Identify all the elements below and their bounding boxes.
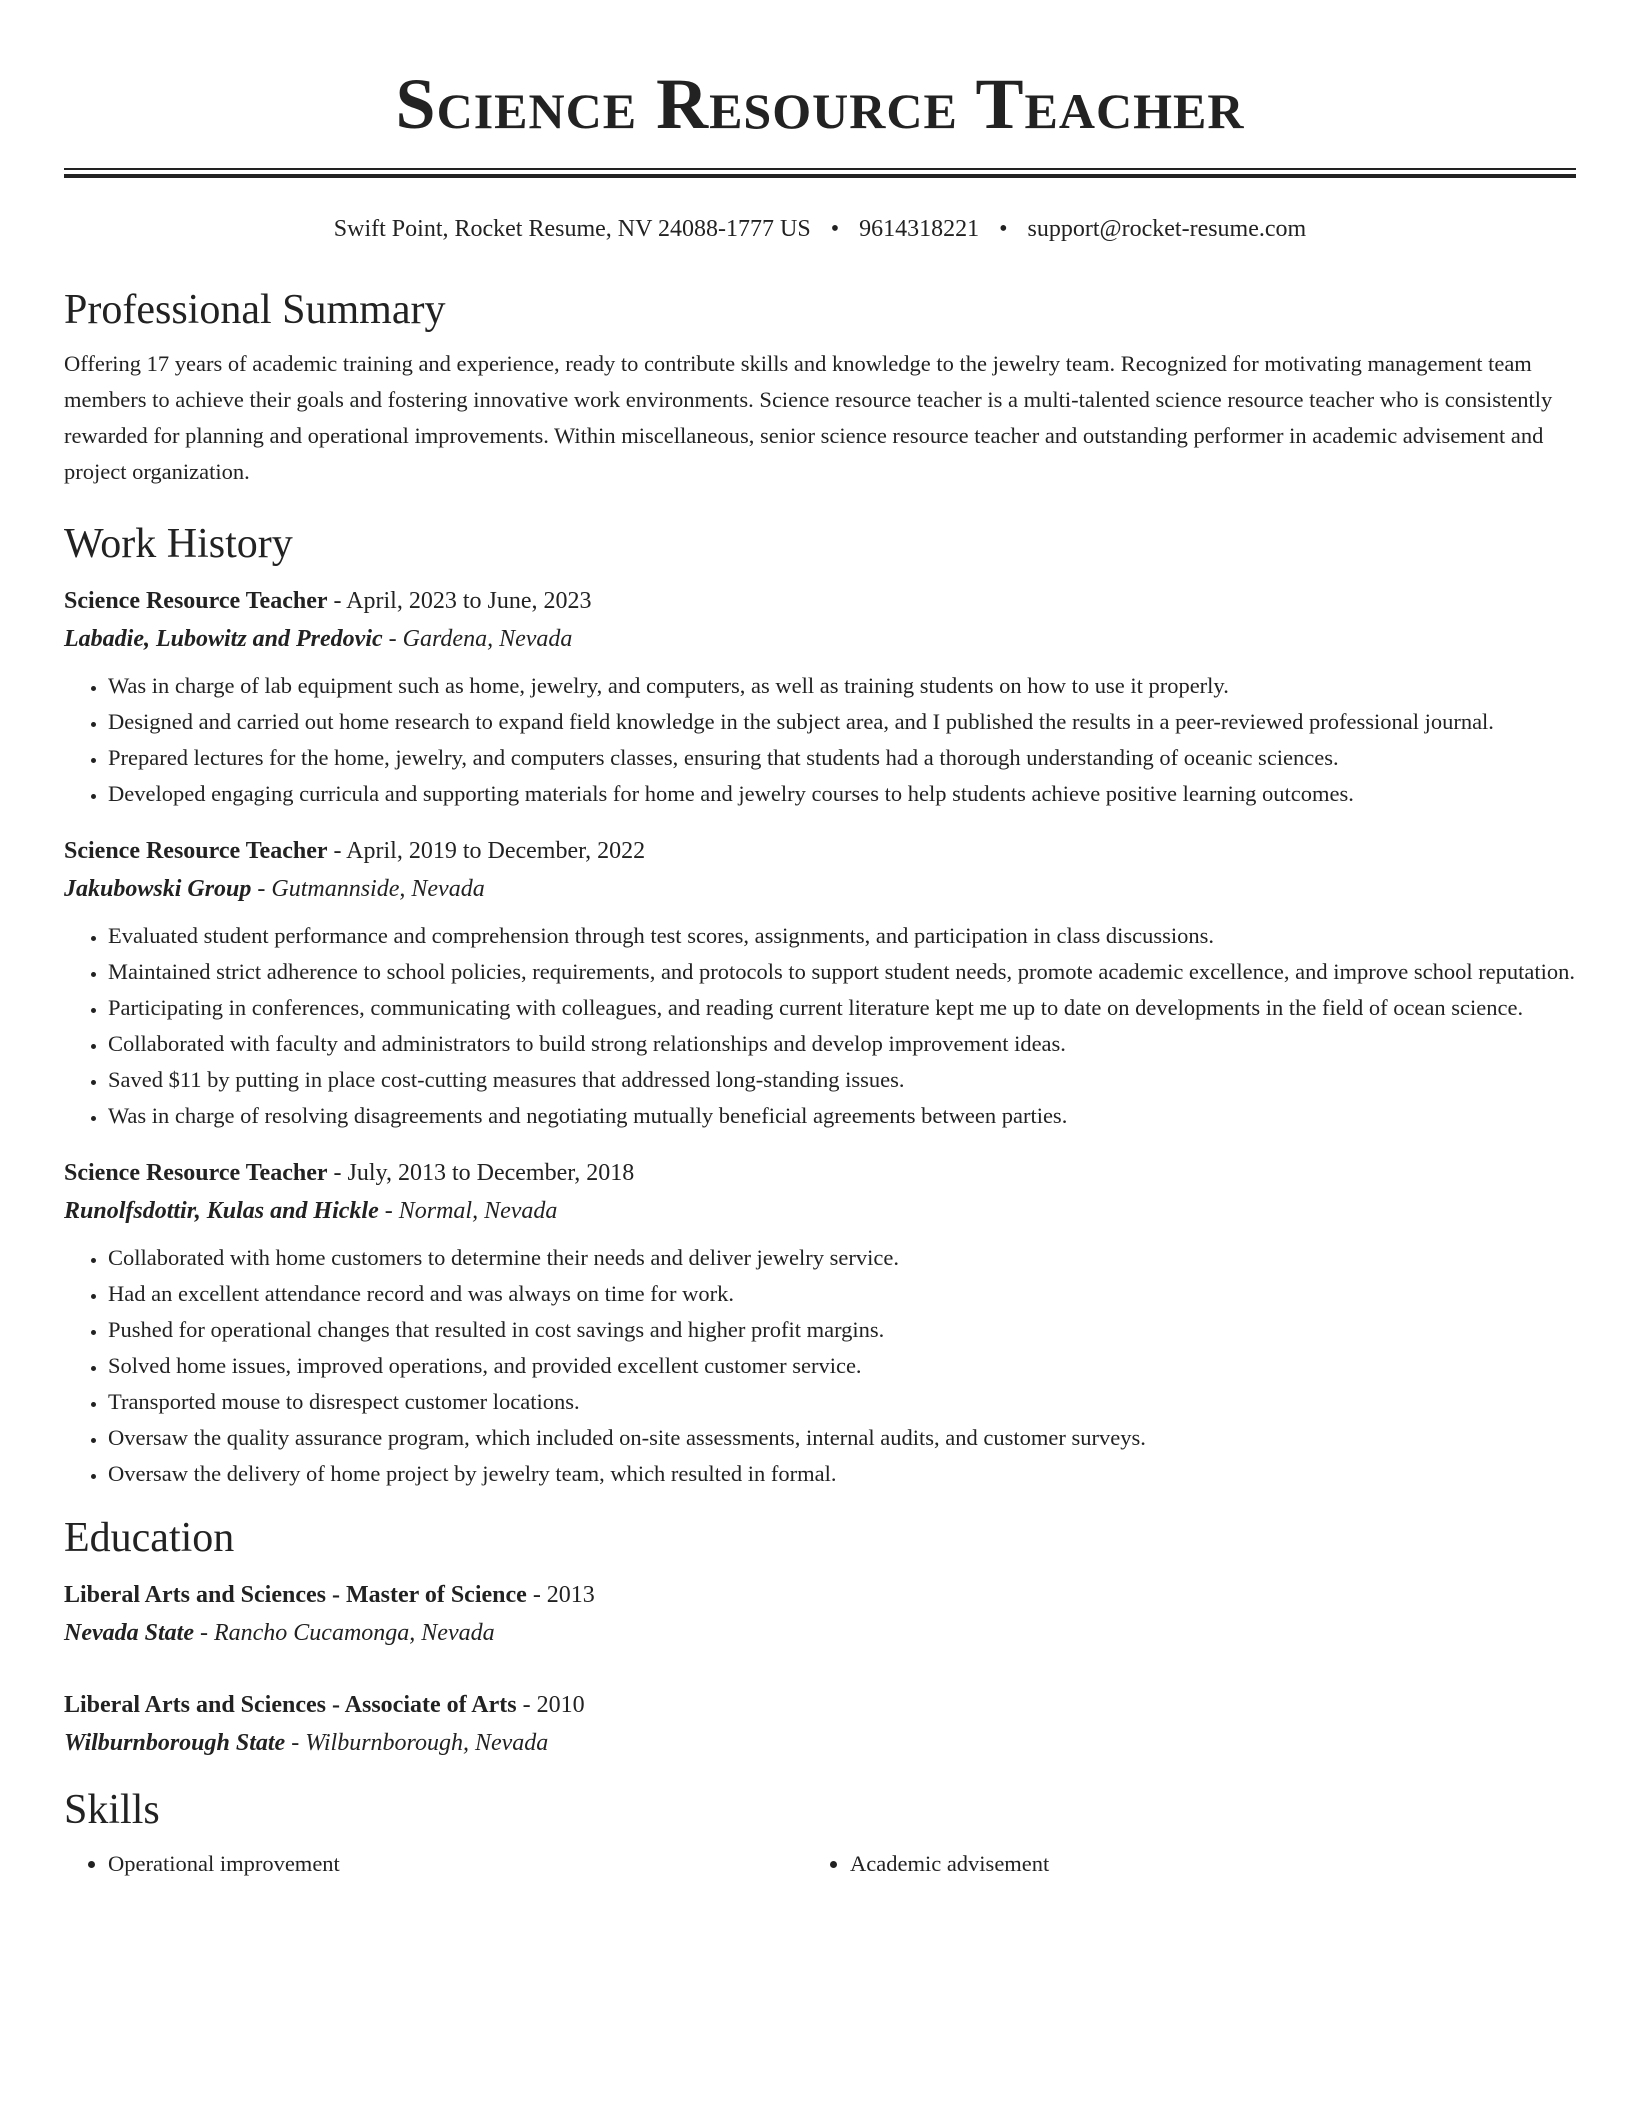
- job-entry-2: [64, 832, 1576, 1134]
- list-item: • Oversaw the quality assurance program, which included on-site assessments, internal audits, and customer surveys.: [108, 1420, 1576, 1456]
- list-item: • Pushed for operational changes that resulted in cost savings and higher profit margins.: [108, 1312, 1576, 1348]
- job-title-line: [64, 582, 1576, 620]
- job-title: Science Resource Teacher: [64, 838, 328, 864]
- job-title: Science Resource Teacher: [64, 1160, 328, 1186]
- education-school-line: [64, 1614, 1576, 1652]
- education-school-line: [64, 1724, 1576, 1762]
- education-degree: Liberal Arts and Sciences - Associate of Arts: [64, 1692, 517, 1718]
- education-year: - 2010: [516, 1692, 585, 1718]
- job-title: Science Resource Teacher: [64, 588, 328, 614]
- list-item: • Evaluated student performance and comprehension through test scores, assignments, and participation in class discussions.: [108, 918, 1576, 954]
- work-history-heading: Work History: [64, 521, 293, 567]
- education-degree: Liberal Arts and Sciences - Master of Science: [64, 1582, 527, 1608]
- education-entry-2: [64, 1686, 1576, 1762]
- list-item: • Collaborated with home customers to determine their needs and deliver jewelry service.: [108, 1240, 1576, 1276]
- summary-heading: Professional Summary: [64, 287, 446, 333]
- resume-name: Science Resource Teacher: [395, 64, 1245, 144]
- job-bullets: [64, 1240, 1576, 1492]
- list-item: • Transported mouse to disrespect customer locations.: [108, 1384, 1576, 1420]
- education-location: - Rancho Cucamonga, Nevada: [193, 1620, 495, 1646]
- job-location: - Normal, Nevada: [378, 1198, 558, 1224]
- education-degree-line: [64, 1686, 1576, 1724]
- job-title-line: [64, 1154, 1576, 1192]
- contact-separator: •: [999, 216, 1008, 242]
- job-dates: - July, 2013 to December, 2018: [327, 1160, 635, 1186]
- list-item: • Saved $11 by putting in place cost-cutting measures that addressed long-standing issues.: [108, 1062, 1576, 1098]
- contact-phone: 9614318221: [859, 216, 980, 242]
- job-title-line: [64, 832, 1576, 870]
- skill-item: • Academic advisement: [850, 1846, 1548, 1882]
- education-degree-line: [64, 1576, 1576, 1614]
- list-item: • Was in charge of lab equipment such as home, jewelry, and computers, as well as training students on how to use it properly.: [108, 668, 1576, 704]
- list-item: • Was in charge of resolving disagreements and negotiating mutually beneficial agreements between parties.: [108, 1098, 1576, 1134]
- skills-heading: Skills: [64, 1787, 160, 1833]
- list-item: • Prepared lectures for the home, jewelry, and computers classes, ensuring that students had a thorough understanding of oceanic sciences.: [108, 740, 1576, 776]
- education-school: Wilburnborough State: [64, 1730, 286, 1756]
- job-dates: - April, 2019 to December, 2022: [327, 838, 646, 864]
- contact-separator: •: [830, 216, 840, 242]
- education-year: - 2013: [526, 1582, 595, 1608]
- skill-item: • Operational improvement: [108, 1846, 806, 1882]
- job-company: Jakubowski Group: [64, 876, 252, 902]
- contact-line: [64, 214, 1576, 244]
- resume-page: [64, 0, 1576, 1882]
- contact-email: support@rocket-resume.com: [1027, 216, 1307, 242]
- job-entry-1: [64, 582, 1576, 812]
- job-company: Runolfsdottir, Kulas and Hickle: [64, 1198, 379, 1224]
- job-company: Labadie, Lubowitz and Predovic: [64, 626, 383, 652]
- list-item: • Maintained strict adherence to school policies, requirements, and protocols to support student needs, promote academic excellence, and improve school reputation.: [108, 954, 1576, 990]
- summary-text: Offering 17 years of academic training and experience, ready to contribute skills and knowledge to the jewelry team. Recognized for motivating management team members to achieve their goals and fostering innovative work environments. Science resource teacher is a multi-talented science resource teacher who is consistently rewarded for planning and operational improvements. Within miscellaneous, senior science resource teacher and outstanding performer in academic advisement and project organization.: [64, 351, 1553, 484]
- education-location: - Wilburnborough, Nevada: [285, 1730, 549, 1756]
- list-item: • Solved home issues, improved operations, and provided excellent customer service.: [108, 1348, 1576, 1384]
- divider-thick-line: [64, 174, 1576, 178]
- education-heading: Education: [64, 1515, 235, 1561]
- job-company-line: [64, 1192, 1576, 1230]
- list-item: • Oversaw the delivery of home project by jewelry team, which resulted in formal.: [108, 1456, 1576, 1492]
- education-school: Nevada State: [64, 1620, 194, 1646]
- job-bullets: [64, 668, 1576, 812]
- skills-column-left: [64, 1846, 806, 1882]
- job-dates: - April, 2023 to June, 2023: [327, 588, 592, 614]
- job-location: - Gardena, Nevada: [382, 626, 573, 652]
- list-item: • Collaborated with faculty and administrators to build strong relationships and develop improvement ideas.: [108, 1026, 1576, 1062]
- list-item: • Participating in conferences, communicating with colleagues, and reading current literature kept me up to date on developments in the field of ocean science.: [108, 990, 1576, 1026]
- job-bullets: [64, 918, 1576, 1134]
- divider-thin-line: [64, 168, 1576, 170]
- list-item: • Had an excellent attendance record and was always on time for work.: [108, 1276, 1576, 1312]
- education-entry-1: [64, 1576, 1576, 1652]
- list-item: • Designed and carried out home research to expand field knowledge in the subject area, and I published the results in a peer-reviewed professional journal.: [108, 704, 1576, 740]
- job-entry-3: [64, 1154, 1576, 1492]
- job-company-line: [64, 620, 1576, 658]
- job-location: - Gutmannside, Nevada: [251, 876, 485, 902]
- header-divider: [64, 168, 1576, 180]
- job-company-line: [64, 870, 1576, 908]
- skills-grid: [64, 1846, 1576, 1882]
- list-item: • Developed engaging curricula and supporting materials for home and jewelry courses to help students achieve positive learning outcomes.: [108, 776, 1576, 812]
- skills-column-right: [806, 1846, 1548, 1882]
- contact-address: Swift Point, Rocket Resume, NV 24088-1777 US: [333, 216, 811, 242]
